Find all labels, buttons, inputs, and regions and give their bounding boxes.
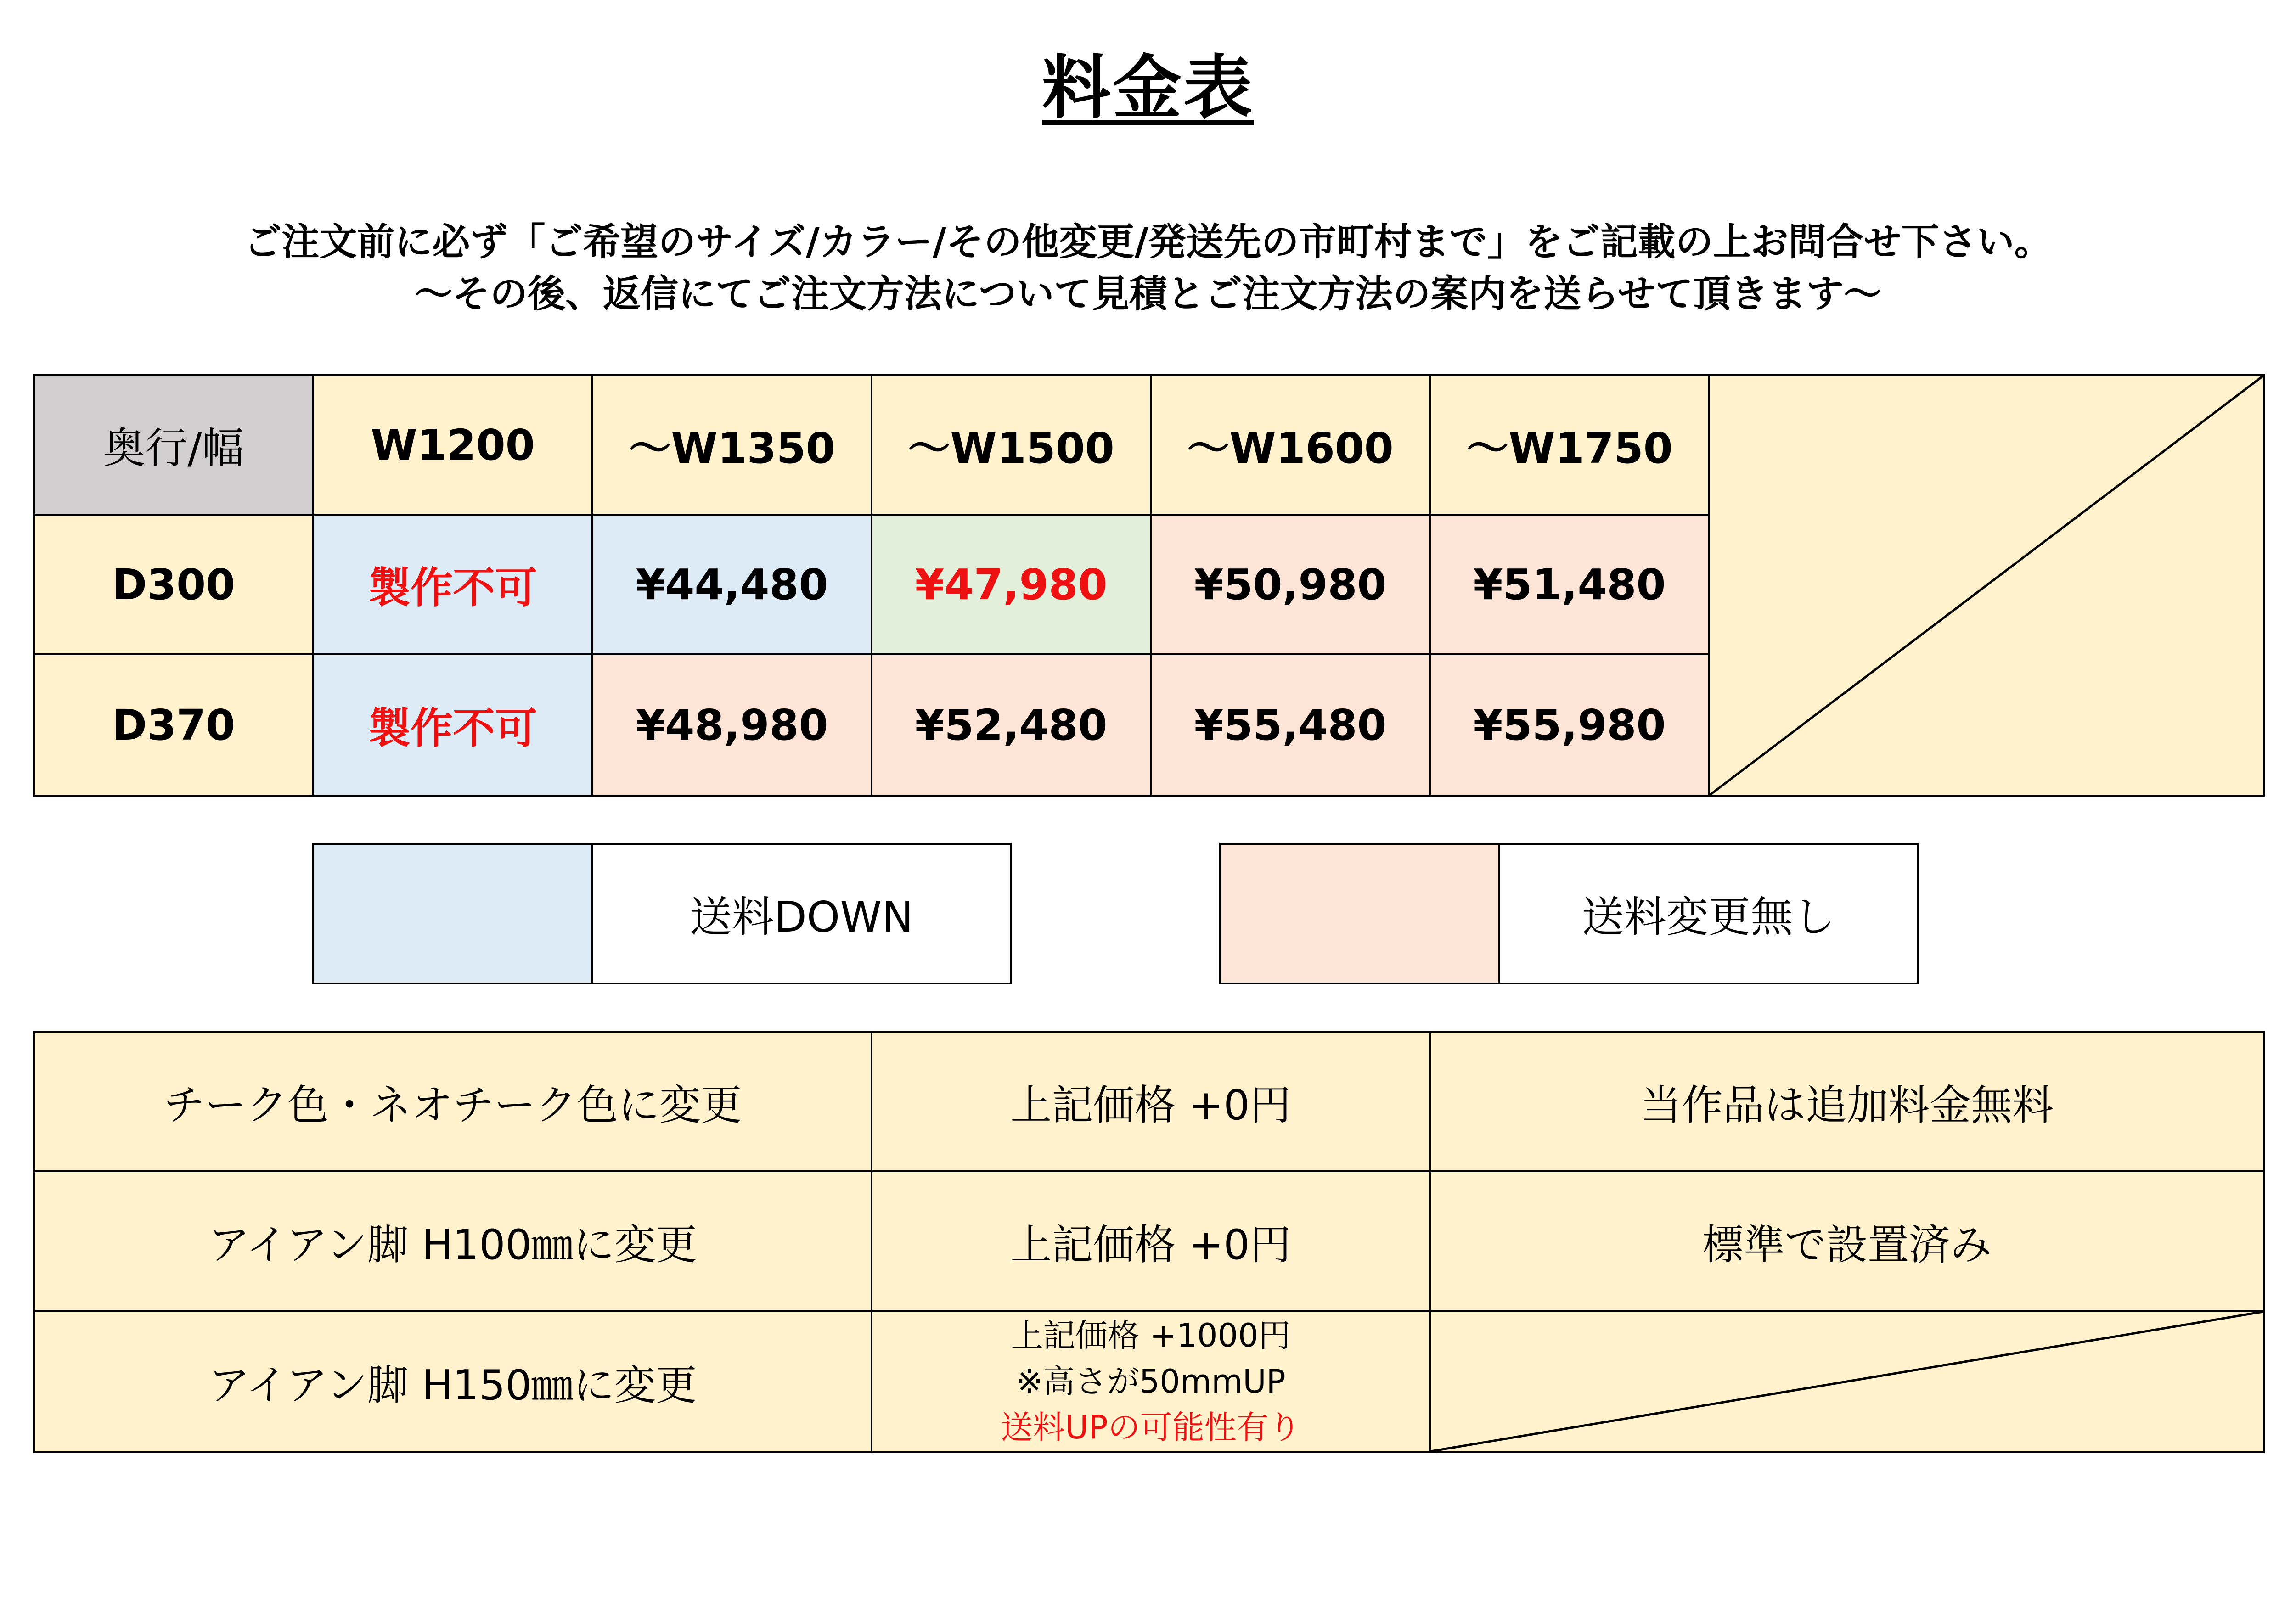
- col-header-w1200: W1200: [312, 374, 593, 516]
- option-price-multiline: [871, 1310, 1431, 1453]
- notice-line-2: ～その後、返信にてご注文方法について見積とご注文方法の案内を送らせて頂きます～: [415, 272, 1881, 316]
- option-note-empty: [1429, 1310, 2265, 1453]
- price-cell: 製作不可: [312, 514, 593, 655]
- option-item: チーク色・ネオチーク色に変更: [33, 1031, 872, 1172]
- diagonal-line: [1431, 1312, 2263, 1451]
- price-cell: ¥52,480: [871, 653, 1152, 797]
- price-cell: ¥55,980: [1429, 653, 1710, 797]
- option-price: 上記価格 +0円: [871, 1170, 1431, 1312]
- notice-line-1: ご注文前に必ず「ご希望のサイズ/カラー/その他変更/発送先の市町村まで」をご記載の上お問合せ下さい。: [244, 220, 2052, 264]
- price-cell: ¥51,480: [1429, 514, 1710, 655]
- option-price: 上記価格 +0円: [871, 1031, 1431, 1172]
- price-cell: ¥48,980: [591, 653, 872, 797]
- legend-label-shipping-down: [591, 843, 1012, 984]
- option-note: 標準で設置済み: [1429, 1170, 2265, 1312]
- option-item: アイアン脚 H100㎜に変更: [33, 1170, 872, 1312]
- col-header-w1750: ～W1750: [1429, 374, 1710, 516]
- legend-text: 送料DOWN: [689, 893, 914, 942]
- option-item: アイアン脚 H150㎜に変更: [33, 1310, 872, 1453]
- row-header-d370: D370: [33, 653, 314, 797]
- legend-swatch-peach: [1219, 843, 1500, 984]
- legend-swatch-blue: [312, 843, 593, 984]
- option-price-line: 上記価格 +1000円: [1011, 1317, 1291, 1354]
- price-cell: ¥55,480: [1150, 653, 1431, 797]
- price-cell: ¥44,480: [591, 514, 872, 655]
- legend-text: 送料変更無し: [1581, 893, 1835, 942]
- diagonal-line: [1710, 376, 2263, 795]
- price-cell: ¥50,980: [1150, 514, 1431, 655]
- col-header-w1500: ～W1500: [871, 374, 1152, 516]
- corner-header: 奥行/幅: [33, 374, 314, 516]
- page-title: 料金表: [1041, 48, 1254, 128]
- option-note: 当作品は追加料金無料: [1429, 1031, 2265, 1172]
- col-header-w1600: ～W1600: [1150, 374, 1431, 516]
- option-price-line: ※高さが50mmUP: [1016, 1363, 1286, 1400]
- price-cell: 製作不可: [312, 653, 593, 797]
- option-price-warning: 送料UPの可能性有り: [1001, 1409, 1301, 1446]
- col-header-w1350: ～W1350: [591, 374, 872, 516]
- legend-label-shipping-unchanged: [1498, 843, 1919, 984]
- price-cell: ¥47,980: [871, 514, 1152, 655]
- empty-diagonal-cell: [1708, 374, 2265, 797]
- row-header-d300: D300: [33, 514, 314, 655]
